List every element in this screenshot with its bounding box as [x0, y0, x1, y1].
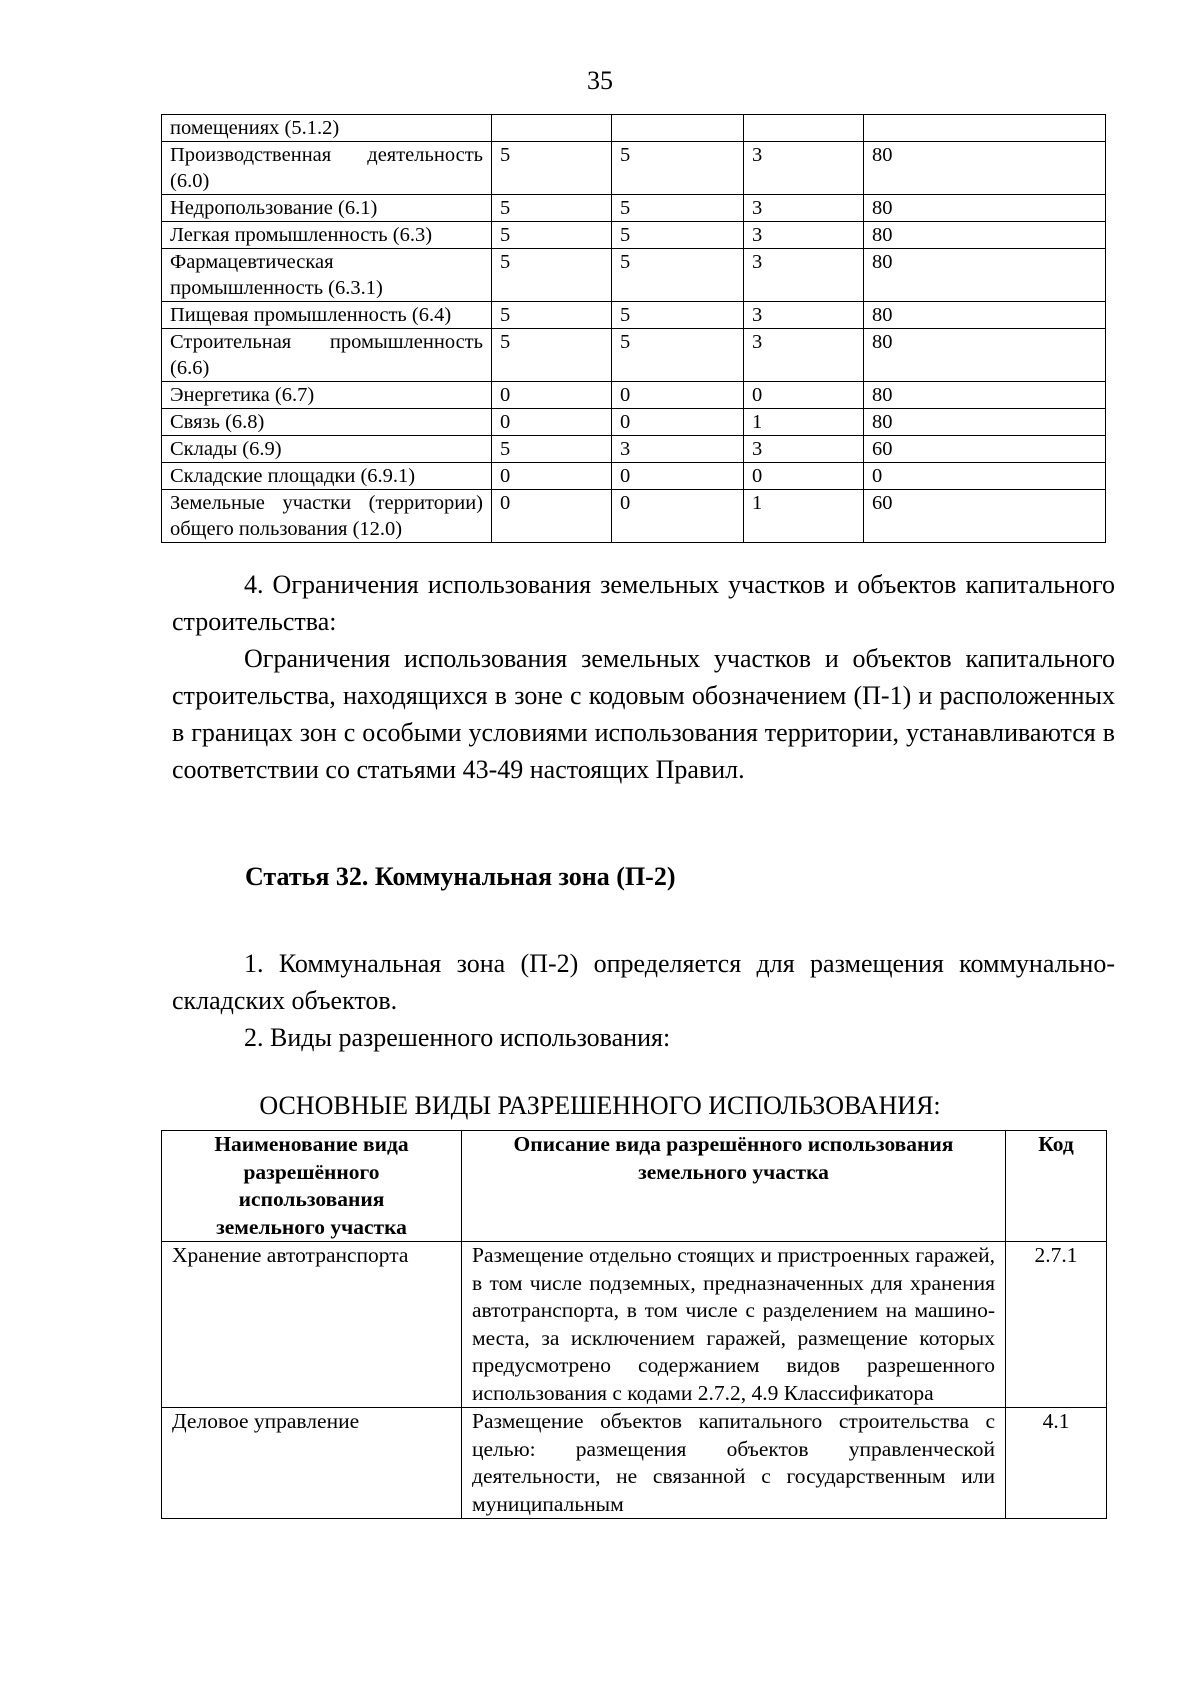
- page-number: 35: [587, 66, 613, 95]
- table-cell: помещениях (5.1.2): [162, 115, 492, 142]
- table-cell: Связь (6.8): [162, 409, 492, 436]
- table-cell: 0: [492, 463, 612, 490]
- use-name: Деловое управление: [162, 1408, 462, 1519]
- table-cell: [612, 115, 744, 142]
- table-cell: Склады (6.9): [162, 436, 492, 463]
- table-cell: 5: [492, 249, 612, 302]
- table-row: [162, 329, 1106, 382]
- column-header: Код: [1006, 1131, 1107, 1242]
- table-row: [162, 382, 1106, 409]
- table-cell: 3: [744, 195, 864, 222]
- table-row: [162, 115, 1106, 142]
- table-cell: 0: [744, 382, 864, 409]
- table-cell: 80: [864, 409, 1106, 436]
- table-cell: 3: [744, 329, 864, 382]
- table-row: [162, 302, 1106, 329]
- table-cell: 5: [492, 142, 612, 195]
- use-code: 2.7.1: [1006, 1242, 1107, 1408]
- table-cell: 80: [864, 302, 1106, 329]
- article-body: [172, 945, 1115, 1056]
- permitted-uses-table: [161, 1130, 1107, 1519]
- table-cell: 0: [612, 382, 744, 409]
- table-cell: 5: [612, 249, 744, 302]
- table-cell: 0: [492, 382, 612, 409]
- table-cell: 5: [492, 329, 612, 382]
- table-cell: 3: [744, 249, 864, 302]
- table-row: [162, 222, 1106, 249]
- table-cell: Энергетика (6.7): [162, 382, 492, 409]
- table-cell: Недропользование (6.1): [162, 195, 492, 222]
- table-row: [162, 249, 1106, 302]
- table-cell: 5: [492, 302, 612, 329]
- table-cell: 3: [744, 302, 864, 329]
- paragraph: Ограничения использования земельных участков и объектов капитального строительства, находящихся в зоне с кодовым обозначением (П-1) и расположенных в границах зон с особыми условиями использования территории, устанавливаются в соответствии со статьями 43-49 настоящих Правил.: [172, 644, 1115, 784]
- section-4-restrictions: [172, 566, 1115, 788]
- table-cell: 0: [612, 409, 744, 436]
- table-cell: 5: [612, 195, 744, 222]
- article-heading: Статья 32. Коммунальная зона (П-2): [245, 862, 676, 891]
- use-name: Хранение автотранспорта: [162, 1242, 462, 1408]
- table-cell: 5: [612, 329, 744, 382]
- table-cell: 80: [864, 329, 1106, 382]
- table-caption: ОСНОВНЫЕ ВИДЫ РАЗРЕШЕННОГО ИСПОЛЬЗОВАНИЯ:: [259, 1091, 941, 1120]
- table-cell: 0: [612, 490, 744, 543]
- table-cell: 80: [864, 382, 1106, 409]
- table-row: [162, 1242, 1107, 1408]
- zoning-parameters-table: [161, 114, 1106, 543]
- paragraph: 4. Ограничения использования земельных участков и объектов капитального строительства:: [172, 570, 1115, 636]
- table-cell: 0: [744, 463, 864, 490]
- table-cell: 3: [744, 142, 864, 195]
- table-row: [162, 490, 1106, 543]
- table-cell: 80: [864, 142, 1106, 195]
- table-cell: 60: [864, 436, 1106, 463]
- table-cell: 80: [864, 249, 1106, 302]
- paragraph: 2. Виды разрешенного использования:: [244, 1023, 671, 1052]
- table-cell: [864, 115, 1106, 142]
- table-cell: Земельные участки (территории) общего пользования (12.0): [162, 490, 492, 543]
- use-description: Размещение объектов капитального строительства с целью: размещения объектов управленческой деятельности, не связанной с государственным или муниципальным: [462, 1408, 1006, 1519]
- table-cell: 80: [864, 222, 1106, 249]
- table-cell: 0: [492, 409, 612, 436]
- table-cell: [744, 115, 864, 142]
- table-cell: Фармацевтическая промышленность (6.3.1): [162, 249, 492, 302]
- table-row: [162, 409, 1106, 436]
- column-header: Описание вида разрешённого использования земельного участка: [462, 1131, 1006, 1242]
- table-cell: [492, 115, 612, 142]
- table-cell: 3: [744, 222, 864, 249]
- table-cell: 5: [492, 436, 612, 463]
- table-cell: 5: [612, 302, 744, 329]
- paragraph: 1. Коммунальная зона (П-2) определяется для размещения коммунально-складских объектов.: [172, 949, 1115, 1015]
- table-row: [162, 1408, 1107, 1519]
- table-row: [162, 195, 1106, 222]
- table-cell: Производственная деятельность (6.0): [162, 142, 492, 195]
- table-cell: 80: [864, 195, 1106, 222]
- table-row: [162, 436, 1106, 463]
- table-cell: 5: [612, 222, 744, 249]
- table-cell: Легкая промышленность (6.3): [162, 222, 492, 249]
- table-cell: 0: [612, 463, 744, 490]
- table-cell: 1: [744, 409, 864, 436]
- table-cell: 60: [864, 490, 1106, 543]
- table-cell: Складские площадки (6.9.1): [162, 463, 492, 490]
- use-description: Размещение отдельно стоящих и пристроенных гаражей, в том числе подземных, предназначенных для хранения автотранспорта, в том числе с разделением на машино-места, за исключением гаражей, размещение которых предусмотрено содержанием видов разрешенного использования с кодами 2.7.2, 4.9 Классификатора: [462, 1242, 1006, 1408]
- table-cell: 0: [492, 490, 612, 543]
- table-cell: 5: [492, 195, 612, 222]
- table-cell: 0: [864, 463, 1106, 490]
- table-row: [162, 142, 1106, 195]
- table-cell: 5: [492, 222, 612, 249]
- use-code: 4.1: [1006, 1408, 1107, 1519]
- table-header-row: [162, 1131, 1107, 1242]
- table-cell: Пищевая промышленность (6.4): [162, 302, 492, 329]
- table-cell: 5: [612, 142, 744, 195]
- column-header: Наименование вида разрешённого использования земельного участка: [162, 1131, 462, 1242]
- table-cell: Строительная промышленность (6.6): [162, 329, 492, 382]
- table-cell: 3: [612, 436, 744, 463]
- table-cell: 1: [744, 490, 864, 543]
- table-cell: 3: [744, 436, 864, 463]
- table-row: [162, 463, 1106, 490]
